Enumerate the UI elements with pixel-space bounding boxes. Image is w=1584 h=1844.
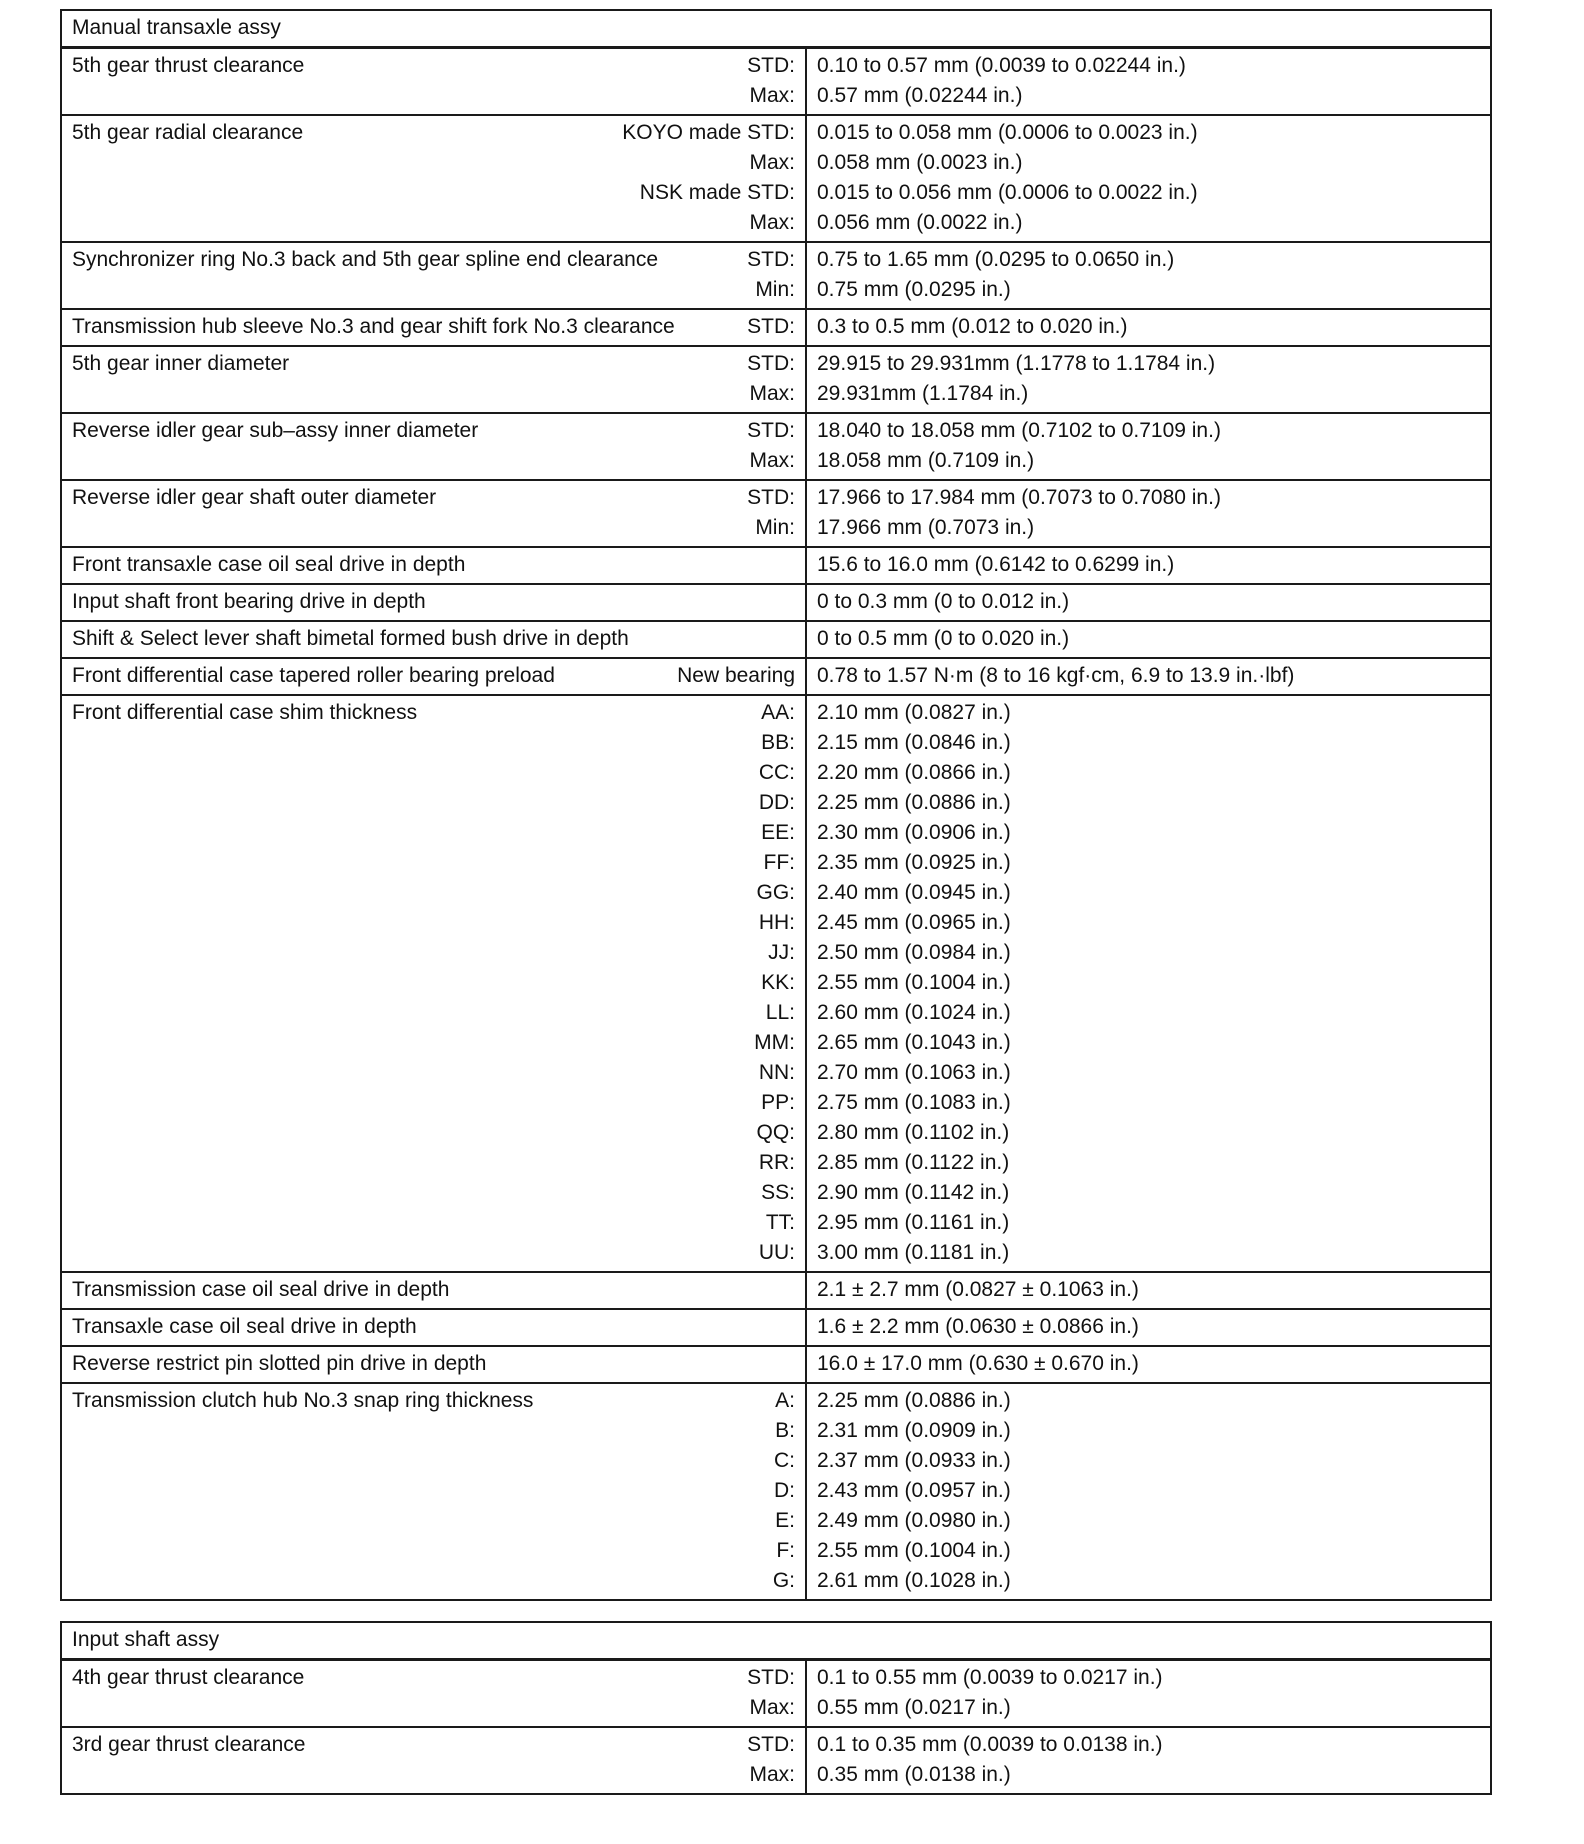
spec-qualifier: D:: [774, 1479, 795, 1502]
spec-qualifiers: [754, 698, 795, 1268]
spec-value: 0.75 to 1.65 mm (0.0295 to 0.0650 in.): [817, 248, 1175, 271]
spec-qualifier: NSK made STD:: [639, 181, 795, 204]
spec-qualifier: CC:: [758, 761, 795, 784]
spec-value-cell: [806, 547, 1491, 584]
spec-item-cell: [61, 480, 806, 547]
spec-value: 2.1 ± 2.7 mm (0.0827 ± 0.1063 in.): [817, 1278, 1139, 1301]
spec-item-name: 5th gear inner diameter: [72, 352, 290, 375]
spec-item-cell: [61, 695, 806, 1272]
spec-qualifier: Min:: [755, 516, 795, 539]
spec-value: 0 to 0.5 mm (0 to 0.020 in.): [817, 627, 1070, 650]
spec-row: [61, 48, 1491, 116]
spec-qualifier: JJ:: [768, 941, 795, 964]
spec-value: 0.1 to 0.35 mm (0.0039 to 0.0138 in.): [817, 1733, 1163, 1756]
spec-value-cell: [806, 1660, 1491, 1728]
spec-qualifier: STD:: [747, 1666, 795, 1689]
spec-item-name: 5th gear thrust clearance: [72, 54, 305, 77]
spec-value: 18.058 mm (0.7109 in.): [817, 449, 1035, 472]
spec-value: 2.31 mm (0.0909 in.): [817, 1419, 1011, 1442]
spec-value: 16.0 ± 17.0 mm (0.630 ± 0.670 in.): [817, 1352, 1139, 1375]
spec-qualifiers: [747, 483, 795, 543]
spec-value-cell: [806, 242, 1491, 309]
spec-item-cell: [61, 1727, 806, 1794]
spec-item-name: Reverse idler gear sub–assy inner diameter: [72, 419, 479, 442]
spec-value-cell: [806, 413, 1491, 480]
spec-value: 2.10 mm (0.0827 in.): [817, 701, 1011, 724]
spec-value: 1.6 ± 2.2 mm (0.0630 ± 0.0866 in.): [817, 1315, 1139, 1338]
spec-value: 29.931mm (1.1784 in.): [817, 382, 1029, 405]
spec-qualifier: STD:: [747, 486, 795, 509]
spec-item-name: Reverse restrict pin slotted pin drive in depth: [72, 1352, 487, 1375]
spec-row: [61, 1383, 1491, 1600]
section-title: Input shaft assy: [61, 1622, 1491, 1660]
spec-value-cell: [806, 1309, 1491, 1346]
spec-qualifiers: [747, 1663, 795, 1723]
spec-qualifier: F:: [776, 1539, 795, 1562]
spec-value-cell: [806, 309, 1491, 346]
spec-qualifier: UU:: [758, 1241, 795, 1264]
spec-qualifier: DD:: [758, 791, 795, 814]
spec-qualifier: Max:: [749, 1763, 795, 1786]
spec-row: [61, 1272, 1491, 1309]
spec-qualifier: STD:: [747, 54, 795, 77]
spec-qualifier: STD:: [747, 248, 795, 271]
spec-value-cell: [806, 1727, 1491, 1794]
spec-item-name: Transaxle case oil seal drive in depth: [72, 1315, 417, 1338]
spec-item-cell: [61, 413, 806, 480]
spec-qualifier: GG:: [756, 881, 795, 904]
spec-qualifier: SS:: [761, 1181, 795, 1204]
spec-value: 0 to 0.3 mm (0 to 0.012 in.): [817, 590, 1070, 613]
spec-value: 2.85 mm (0.1122 in.): [817, 1151, 1010, 1174]
spec-qualifier: LL:: [765, 1001, 795, 1024]
spec-qualifier: E:: [775, 1509, 795, 1532]
spec-row: [61, 658, 1491, 695]
spec-item-name: Front transaxle case oil seal drive in depth: [72, 553, 466, 576]
spec-qualifier: RR:: [758, 1151, 795, 1174]
spec-value-cell: [806, 584, 1491, 621]
spec-value: 2.65 mm (0.1043 in.): [817, 1031, 1011, 1054]
spec-qualifier: G:: [772, 1569, 795, 1592]
spec-qualifier: QQ:: [756, 1121, 795, 1144]
spec-item-cell: [61, 242, 806, 309]
spec-item-name: 4th gear thrust clearance: [72, 1666, 305, 1689]
spec-qualifier: FF:: [763, 851, 795, 874]
spec-item-cell: [61, 621, 806, 658]
spec-value: 15.6 to 16.0 mm (0.6142 to 0.6299 in.): [817, 553, 1175, 576]
spec-value: 2.15 mm (0.0846 in.): [817, 731, 1011, 754]
spec-item-cell: [61, 1660, 806, 1728]
spec-row: [61, 621, 1491, 658]
spec-item-cell: [61, 584, 806, 621]
spec-qualifier: New bearing: [677, 664, 795, 687]
spec-item-cell: [61, 658, 806, 695]
spec-qualifiers: [747, 416, 795, 476]
spec-qualifier: MM:: [754, 1031, 795, 1054]
spec-row: [61, 413, 1491, 480]
spec-value: 2.35 mm (0.0925 in.): [817, 851, 1011, 874]
spec-value: 0.57 mm (0.02244 in.): [817, 84, 1023, 107]
spec-value-cell: [806, 346, 1491, 413]
section-header-row: [61, 1622, 1491, 1660]
spec-value: 2.20 mm (0.0866 in.): [817, 761, 1011, 784]
spec-qualifier: C:: [774, 1449, 795, 1472]
spec-qualifier: BB:: [761, 731, 795, 754]
spec-row: [61, 115, 1491, 242]
spec-value: 0.058 mm (0.0023 in.): [817, 151, 1023, 174]
spec-qualifier: Max:: [749, 151, 795, 174]
spec-item-cell: [61, 1309, 806, 1346]
spec-item-name: Transmission hub sleeve No.3 and gear shift fork No.3 clearance: [72, 315, 675, 338]
spec-value: 2.80 mm (0.1102 in.): [817, 1121, 1010, 1144]
spec-value-cell: [806, 115, 1491, 242]
spec-value-cell: [806, 1346, 1491, 1383]
spec-item-name: 3rd gear thrust clearance: [72, 1733, 306, 1756]
spec-value: 2.90 mm (0.1142 in.): [817, 1181, 1010, 1204]
spec-value: 2.40 mm (0.0945 in.): [817, 881, 1011, 904]
spec-item-cell: [61, 115, 806, 242]
spec-qualifier: PP:: [761, 1091, 795, 1114]
spec-qualifier: B:: [775, 1419, 795, 1442]
spec-value: 0.35 mm (0.0138 in.): [817, 1763, 1011, 1786]
spec-value: 2.60 mm (0.1024 in.): [817, 1001, 1011, 1024]
manual-transaxle-spec-table: [60, 9, 1492, 1601]
spec-item-name: Input shaft front bearing drive in depth: [72, 590, 426, 613]
spec-item-name: Front differential case tapered roller bearing preload: [72, 664, 555, 687]
spec-qualifier: STD:: [747, 1733, 795, 1756]
spec-value: 0.55 mm (0.0217 in.): [817, 1696, 1011, 1719]
spec-item-cell: [61, 1346, 806, 1383]
spec-item-cell: [61, 1272, 806, 1309]
spec-value: 0.78 to 1.57 N·m (8 to 16 kgf·cm, 6.9 to 13.9 in.·lbf): [817, 664, 1295, 687]
spec-value: 2.50 mm (0.0984 in.): [817, 941, 1011, 964]
spec-value: 2.55 mm (0.1004 in.): [817, 1539, 1011, 1562]
spec-item-name: Transmission clutch hub No.3 snap ring thickness: [72, 1389, 534, 1412]
spec-value: 0.015 to 0.058 mm (0.0006 to 0.0023 in.): [817, 121, 1198, 144]
spec-table-body: [61, 10, 1491, 1600]
spec-value: 0.056 mm (0.0022 in.): [817, 211, 1023, 234]
spec-item-cell: [61, 547, 806, 584]
spec-value-cell: [806, 48, 1491, 116]
spec-item-name: Reverse idler gear shaft outer diameter: [72, 486, 437, 509]
spec-item-cell: [61, 309, 806, 346]
spec-value: 0.75 mm (0.0295 in.): [817, 278, 1011, 301]
spec-row: [61, 547, 1491, 584]
spec-value-cell: [806, 1272, 1491, 1309]
spec-row: [61, 1660, 1491, 1728]
spec-qualifier: STD:: [747, 315, 795, 338]
spec-row: [61, 1727, 1491, 1794]
spec-value: 2.70 mm (0.1063 in.): [817, 1061, 1011, 1084]
spec-value: 2.45 mm (0.0965 in.): [817, 911, 1011, 934]
spec-qualifier: STD:: [747, 419, 795, 442]
input-shaft-spec-table: [60, 1621, 1492, 1795]
spec-row: [61, 346, 1491, 413]
spec-value-cell: [806, 480, 1491, 547]
spec-value-cell: [806, 695, 1491, 1272]
spec-item-name: Front differential case shim thickness: [72, 701, 418, 724]
spec-item-cell: [61, 48, 806, 116]
spec-row: [61, 584, 1491, 621]
spec-qualifiers: [747, 1730, 795, 1790]
spec-qualifier: Max:: [749, 211, 795, 234]
spec-qualifiers: [747, 51, 795, 111]
spec-row: [61, 1309, 1491, 1346]
spec-qualifiers: [773, 1386, 795, 1596]
spec-row: [61, 695, 1491, 1272]
spec-value: 2.61 mm (0.1028 in.): [817, 1569, 1011, 1592]
spec-qualifiers: [747, 349, 795, 409]
spec-value: 2.37 mm (0.0933 in.): [817, 1449, 1011, 1472]
spec-value-cell: [806, 1383, 1491, 1600]
spec-qualifiers: [677, 661, 795, 691]
spec-value: 2.75 mm (0.1083 in.): [817, 1091, 1011, 1114]
spec-value: 29.915 to 29.931mm (1.1778 to 1.1784 in.): [817, 352, 1216, 375]
spec-row: [61, 242, 1491, 309]
spec-qualifier: EE:: [761, 821, 795, 844]
spec-qualifier: KOYO made STD:: [622, 121, 795, 144]
spec-qualifier: KK:: [761, 971, 795, 994]
spec-value: 3.00 mm (0.1181 in.): [817, 1241, 1010, 1264]
spec-qualifier: TT:: [765, 1211, 795, 1234]
spec-row: [61, 1346, 1491, 1383]
spec-value: 17.966 to 17.984 mm (0.7073 to 0.7080 in.): [817, 486, 1221, 509]
spec-value: 2.25 mm (0.0886 in.): [817, 1389, 1011, 1412]
spec-item-name: Synchronizer ring No.3 back and 5th gear spline end clearance: [72, 248, 659, 271]
spec-qualifier: Max:: [749, 1696, 795, 1719]
spec-value: 2.49 mm (0.0980 in.): [817, 1509, 1011, 1532]
spec-qualifier: Max:: [749, 449, 795, 472]
spec-row: [61, 480, 1491, 547]
spec-qualifier: NN:: [758, 1061, 795, 1084]
spec-value: 0.015 to 0.056 mm (0.0006 to 0.0022 in.): [817, 181, 1198, 204]
spec-value: 2.55 mm (0.1004 in.): [817, 971, 1011, 994]
spec-value: 2.25 mm (0.0886 in.): [817, 791, 1011, 814]
spec-qualifier: A:: [775, 1389, 795, 1412]
spec-qualifier: Max:: [749, 84, 795, 107]
spec-row: [61, 309, 1491, 346]
spec-qualifier: Max:: [749, 382, 795, 405]
spec-item-name: 5th gear radial clearance: [72, 121, 304, 144]
spec-value: 18.040 to 18.058 mm (0.7102 to 0.7109 in.): [817, 419, 1221, 442]
spec-value: 0.1 to 0.55 mm (0.0039 to 0.0217 in.): [817, 1666, 1163, 1689]
spec-value: 0.10 to 0.57 mm (0.0039 to 0.02244 in.): [817, 54, 1186, 77]
spec-qualifiers: [747, 312, 795, 342]
spec-qualifiers: [622, 118, 795, 238]
spec-item-cell: [61, 1383, 806, 1600]
spec-qualifier: Min:: [755, 278, 795, 301]
section-title: Manual transaxle assy: [61, 10, 1491, 48]
spec-value: 2.95 mm (0.1161 in.): [817, 1211, 1010, 1234]
spec-item-name: Shift & Select lever shaft bimetal formed bush drive in depth: [72, 627, 629, 650]
spec-value-cell: [806, 658, 1491, 695]
spec-value: 17.966 mm (0.7073 in.): [817, 516, 1035, 539]
spec-qualifier: HH:: [758, 911, 795, 934]
spec-qualifier: AA:: [761, 701, 795, 724]
spec-value: 2.43 mm (0.0957 in.): [817, 1479, 1011, 1502]
spec-value: 2.30 mm (0.0906 in.): [817, 821, 1011, 844]
spec-item-cell: [61, 346, 806, 413]
spec-value: 0.3 to 0.5 mm (0.012 to 0.020 in.): [817, 315, 1128, 338]
spec-table-body: [61, 1622, 1491, 1794]
section-header-row: [61, 10, 1491, 48]
spec-qualifier: STD:: [747, 352, 795, 375]
spec-qualifiers: [747, 245, 795, 305]
spec-item-name: Transmission case oil seal drive in depth: [72, 1278, 450, 1301]
spec-value-cell: [806, 621, 1491, 658]
